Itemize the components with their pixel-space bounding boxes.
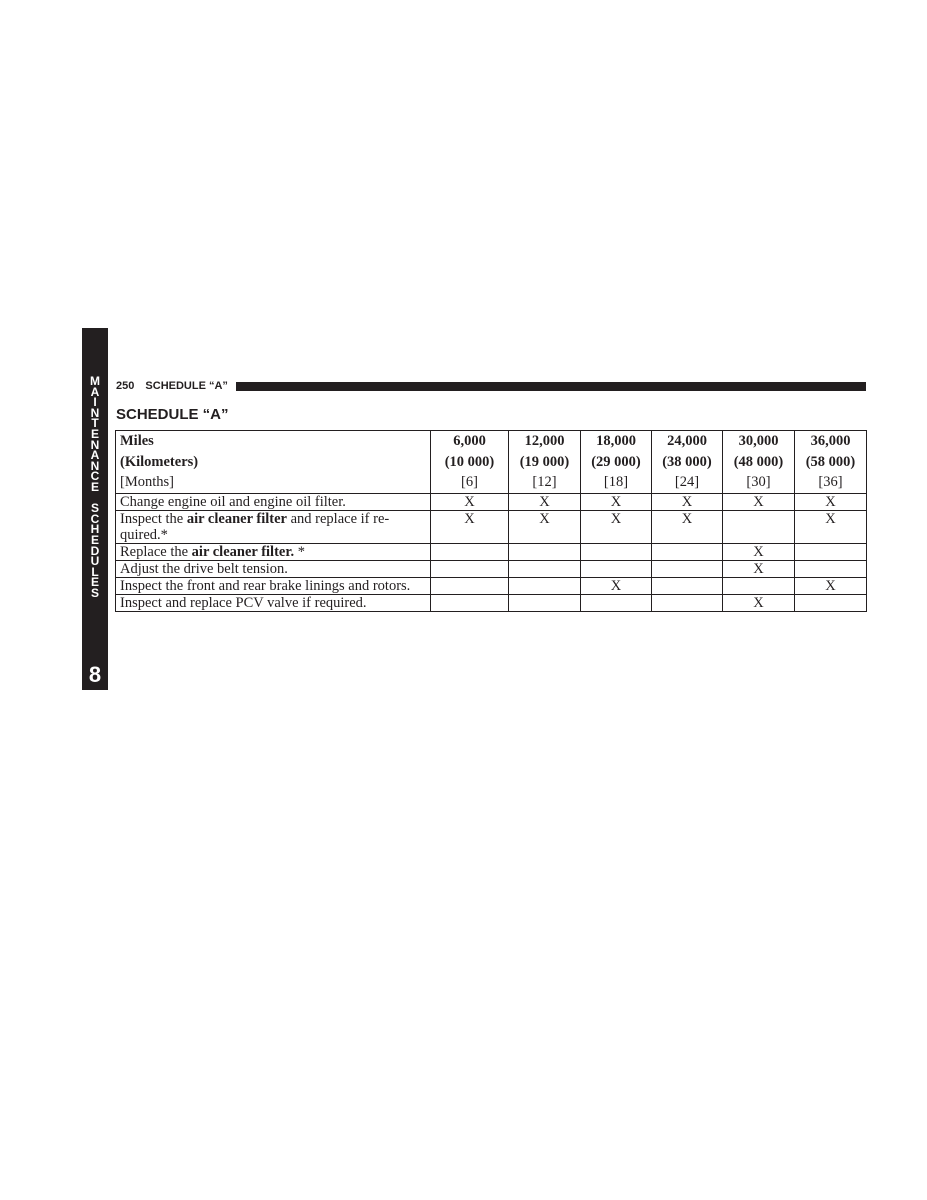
side-letter: N — [90, 437, 100, 452]
service-mark — [431, 560, 509, 577]
table-row — [116, 493, 867, 510]
service-mark: X — [795, 510, 867, 543]
service-mark: X — [652, 493, 723, 510]
service-mark: X — [581, 510, 652, 543]
service-mark — [723, 510, 795, 543]
service-mark — [509, 594, 581, 611]
interval-months: [18] — [603, 474, 629, 490]
running-header-title: SCHEDULE “A” — [145, 380, 228, 392]
interval-months: [6] — [461, 474, 478, 490]
section-title: SCHEDULE “A” — [116, 406, 229, 423]
service-mark — [581, 560, 652, 577]
side-letter: E — [90, 426, 99, 441]
maintenance-schedule-table — [115, 430, 867, 612]
table-row — [116, 577, 867, 594]
header-rule — [236, 382, 866, 391]
service-mark: X — [723, 560, 795, 577]
interval-column-header — [652, 431, 723, 494]
interval-km: (19 000) — [519, 453, 570, 470]
interval-column-header — [581, 431, 652, 494]
page-number: 250 — [116, 380, 135, 392]
table-row — [116, 510, 867, 543]
service-mark — [431, 543, 509, 560]
service-mark — [431, 577, 509, 594]
interval-column-header — [723, 431, 795, 494]
side-letter: T — [91, 416, 99, 431]
interval-km: (38 000) — [662, 453, 712, 470]
kilometers-label: (Kilometers) — [120, 453, 199, 470]
chapter-side-label — [82, 376, 108, 598]
interval-column-header — [509, 431, 581, 494]
interval-miles: 36,000 — [810, 433, 851, 449]
table-row — [116, 560, 867, 577]
interval-column-header — [795, 431, 867, 494]
interval-months: [24] — [674, 474, 700, 490]
side-letter: S — [90, 585, 99, 600]
side-letter: M — [90, 374, 100, 388]
service-item: Change engine oil and engine oil filter. — [116, 493, 431, 510]
service-mark — [581, 594, 652, 611]
interval-km: (48 000) — [733, 453, 784, 470]
service-mark: X — [723, 493, 795, 510]
interval-months: [12] — [532, 474, 557, 490]
service-mark — [723, 577, 795, 594]
service-item: Inspect and replace PCV valve if required. — [116, 594, 431, 611]
running-header — [116, 379, 866, 393]
side-letter: U — [90, 554, 100, 569]
chapter-number: 8 — [88, 662, 102, 687]
interval-column-header — [431, 431, 509, 494]
service-mark: X — [723, 594, 795, 611]
interval-km: (10 000) — [444, 453, 495, 470]
service-mark — [652, 543, 723, 560]
side-letter: N — [90, 458, 100, 473]
interval-months: [30] — [746, 474, 771, 490]
table-row — [116, 594, 867, 611]
table-header-row — [116, 431, 867, 494]
interval-miles: 6,000 — [453, 433, 486, 449]
side-letter: N — [90, 405, 100, 420]
service-item: Inspect the air cleaner filter and replace if re- quired.* — [116, 510, 431, 543]
service-mark — [509, 560, 581, 577]
side-letter: A — [90, 384, 100, 399]
service-mark: X — [431, 510, 509, 543]
table-row — [116, 543, 867, 560]
service-mark — [581, 543, 652, 560]
service-item: Adjust the drive belt tension. — [116, 560, 431, 577]
side-letter: E — [90, 479, 99, 494]
service-mark — [652, 560, 723, 577]
service-mark: X — [652, 510, 723, 543]
service-mark — [795, 560, 867, 577]
service-mark — [652, 594, 723, 611]
service-mark — [795, 543, 867, 560]
service-mark — [509, 577, 581, 594]
service-mark — [795, 594, 867, 611]
interval-miles: 24,000 — [667, 433, 707, 449]
service-mark — [431, 594, 509, 611]
chapter-side-tab — [82, 328, 108, 690]
service-item: Inspect the front and rear brake linings and rotors. — [116, 577, 431, 594]
side-letter: E — [90, 575, 99, 590]
service-mark: X — [795, 493, 867, 510]
service-mark: X — [431, 493, 509, 510]
interval-miles: 18,000 — [596, 433, 636, 449]
service-mark: X — [509, 493, 581, 510]
months-label: [Months] — [120, 474, 174, 490]
side-letter: S — [90, 501, 99, 516]
side-letter: I — [93, 395, 97, 410]
interval-months: [36] — [818, 474, 843, 490]
interval-km: (58 000) — [805, 453, 856, 470]
side-letter: C — [90, 511, 100, 526]
interval-km: (29 000) — [591, 453, 641, 470]
side-letter: A — [90, 448, 100, 463]
service-mark: X — [581, 493, 652, 510]
miles-label: Miles — [120, 433, 154, 449]
service-mark — [652, 577, 723, 594]
service-mark: X — [723, 543, 795, 560]
service-mark: X — [509, 510, 581, 543]
side-letter: E — [90, 532, 99, 547]
side-letter: C — [90, 469, 100, 484]
side-letter: H — [90, 522, 100, 537]
interval-miles: 30,000 — [738, 433, 779, 449]
service-item: Replace the air cleaner filter. * — [116, 543, 431, 560]
interval-label-cell — [116, 431, 431, 494]
side-letter: L — [91, 564, 99, 579]
service-mark: X — [795, 577, 867, 594]
side-letter: D — [90, 543, 100, 558]
interval-miles: 12,000 — [524, 433, 565, 449]
service-mark: X — [581, 577, 652, 594]
service-mark — [509, 543, 581, 560]
